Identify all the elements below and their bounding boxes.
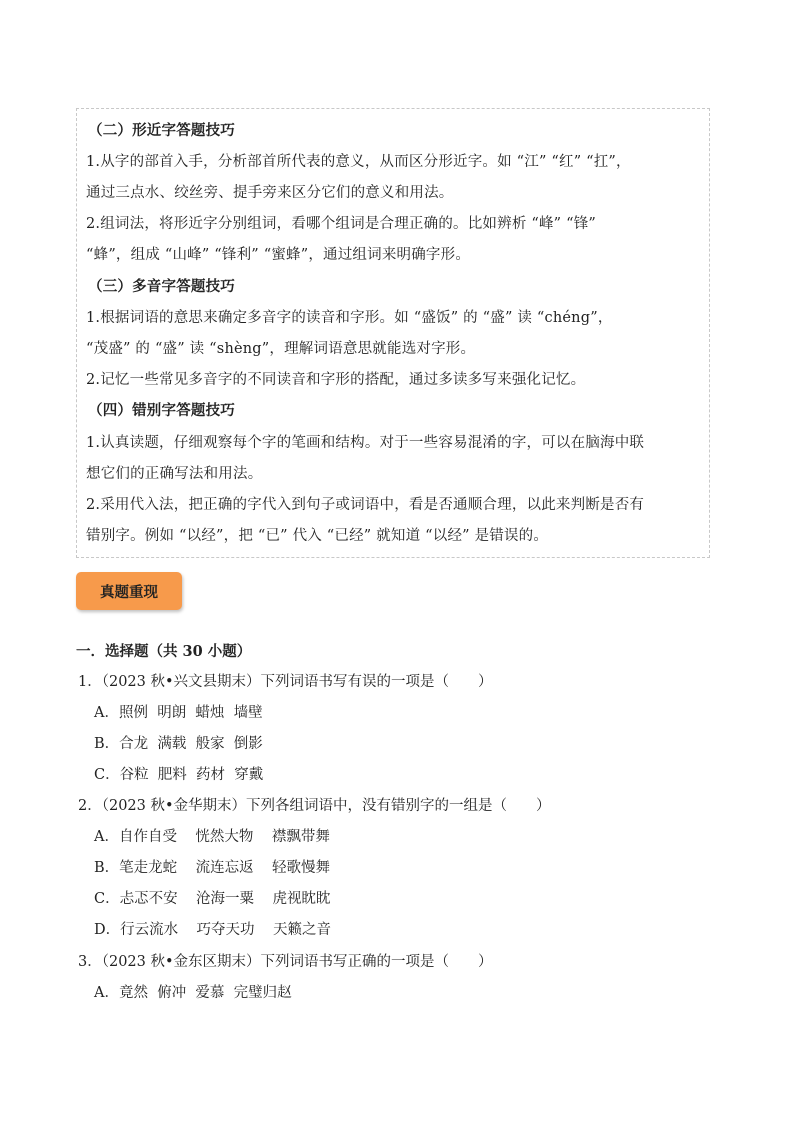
tip-paragraph: 通过三点水、绞丝旁、提手旁来区分它们的意义和用法。: [86, 185, 454, 201]
tip-paragraph: 2.采用代入法，把正确的字代入到句子或词语中，看是否通顺合理，以此来判断是否有: [86, 497, 645, 513]
tips-box: [76, 108, 710, 558]
heading-wrong-chars: （四）错别字答题技巧: [88, 402, 235, 419]
question-stem: 2．（2023 秋•金华期末）下列各组词语中，没有错别字的一组是（ ）: [78, 798, 551, 814]
option-a: A．自作自受 恍然大物 襟飘带舞: [94, 829, 330, 845]
heading-similar-chars: （二）形近字答题技巧: [88, 122, 235, 139]
tip-paragraph: “茂盛” 的 “盛” 读 “shèng”，理解词语意思就能选对字形。: [86, 341, 476, 357]
tip-paragraph: 想它们的正确写法和用法。: [86, 466, 263, 482]
tip-paragraph: 2.记忆一些常见多音字的不同读音和字形的搭配，通过多读多写来强化记忆。: [86, 372, 586, 388]
real-exam-banner: 真题重现: [76, 572, 182, 610]
question-stem: 3．（2023 秋•金东区期末）下列词语书写正确的一项是（ ）: [78, 954, 493, 970]
tip-paragraph: 1.根据词语的意思来确定多音字的读音和字形。如 “盛饭” 的 “盛” 读 “chéng”，: [86, 310, 613, 326]
tip-paragraph: 1.从字的部首入手，分析部首所代表的意义，从而区分形近字。如 “江” “红” “扛”，: [86, 154, 631, 170]
tip-paragraph: 2.组词法，将形近字分别组词，看哪个组词是合理正确的。比如辨析 “峰” “锋”: [86, 216, 597, 232]
option-d: D．行云流水 巧夺天功 天籁之音: [94, 922, 331, 938]
option-b: B．笔走龙蛇 流连忘返 轻歌慢舞: [94, 860, 331, 876]
section-title: 一．选择题（共 30 小题）: [76, 643, 252, 660]
option-b: B．合龙 满载 般家 倒影: [94, 736, 263, 752]
option-c: C．谷粒 肥料 药材 穿戴: [94, 767, 264, 783]
option-c: C．忐忑不安 沧海一粟 虎视眈眈: [94, 891, 331, 907]
question-stem: 1．（2023 秋•兴文县期末）下列词语书写有误的一项是（ ）: [78, 674, 493, 690]
tip-paragraph: 错别字。例如 “以经”，把 “已” 代入 “已经” 就知道 “以经” 是错误的。: [86, 528, 549, 544]
option-a: A．竟然 俯冲 爱慕 完璧归赵: [94, 985, 292, 1001]
tip-paragraph: 1.认真读题，仔细观察每个字的笔画和结构。对于一些容易混淆的字，可以在脑海中联: [86, 435, 645, 451]
heading-polyphonic-chars: （三）多音字答题技巧: [88, 278, 235, 295]
tip-paragraph: “蜂”，组成 “山峰” “锋利” “蜜蜂”，通过组词来明确字形。: [86, 247, 471, 263]
option-a: A．照例 明朗 蜡烛 墙壁: [94, 705, 263, 721]
